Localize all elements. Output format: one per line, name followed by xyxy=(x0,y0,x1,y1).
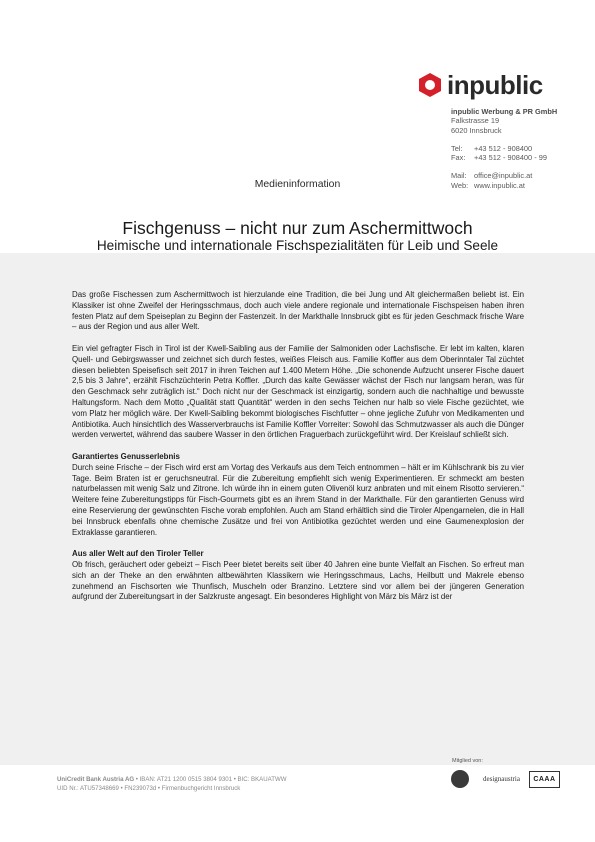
tel-label: Tel: xyxy=(451,143,463,153)
company-city: 6020 Innsbruck xyxy=(451,125,502,135)
inpublic-logo xyxy=(419,68,543,102)
registry-line: UID Nr.: ATU57348669 • FN239073d • Firmenbuchgericht Innsbruck xyxy=(57,784,241,792)
fax-value: +43 512 - 908400 - 99 xyxy=(474,153,547,163)
bank-iban-bic: • IBAN: AT21 1200 0515 3804 9301 • BIC: BKAUATWW xyxy=(134,776,287,783)
logo-text: inpublic xyxy=(447,69,543,100)
company-address-block xyxy=(451,107,591,190)
company-street: Falkstrasse 19 xyxy=(451,116,500,126)
bank-line xyxy=(57,776,437,785)
article-body xyxy=(72,290,524,614)
heading-genusserlebnis: Garantiertes Genusserlebnis xyxy=(72,451,180,461)
web-label: Web: xyxy=(451,180,469,190)
page-subtitle: Heimische und internationale Fischspezialitäten für Leib und Seele xyxy=(96,238,499,253)
member-round-logo-icon xyxy=(451,770,469,788)
tel-row xyxy=(451,144,591,153)
caaa-logo: CAAA xyxy=(529,771,560,788)
member-label: Mitglied von: xyxy=(452,758,483,764)
paragraph-aus-aller-welt: Ob frisch, geräuchert oder gebeizt – Fisch Peer bietet bereits seit über 40 Jahren eine bunte Vielfalt an Fischen. So erfreut man sich an der Theke an den erwähnten altbewährten Klassikern wie Heringsschmaus, Lachs, Heilbutt und Makrele ebenso zunehmend an Fischsorten wie Thunfisch, Muscheln oder Branzino. Letztere sind vor allem bei der jüngeren Generation aufgrund der Zubereitungsart in der Salzkruste angesagt. Ein besonderes Highlight von März bis März ist der xyxy=(72,559,524,602)
web-link[interactable]: www.inpublic.at xyxy=(474,180,525,190)
bank-name: UniCredit Bank Austria AG xyxy=(57,776,135,783)
paragraph-genusserlebnis: Durch seine Frische – der Fisch wird erst am Vortag des Verkaufs aus dem Teich entnommen – hält er im Kühlschrank bis zu vier Tage. Beim Braten ist er geruchsneutral. Für die Zubereitung empfiehlt sich wenig Experimentieren. Er schmeckt am besten naturbelassen mit wenig Salz und Zitrone. Ich würde ihn in einem guten Olivenöl kurz anbraten und mit einem Risotto servieren.“ Weitere feine Zubereitungstipps für Fisch-Gourmets gibt es an ihrem Stand in der Markthalle. Für den garantierten Genuss wird eine Reservierung der gewünschten Fische vorab empfohlen. Auch am Stand erhältlich sind die Tiroler Alpengarnelen, die in Hall bei Innsbruck ebenfalls ohne chemische Zusätze und frei von Antibiotika gezüchtet werden und eine Gaumenexplosion der Extraklasse garantieren. xyxy=(72,462,524,537)
bank-details xyxy=(57,776,437,793)
mail-link[interactable]: office@inpublic.at xyxy=(474,171,533,181)
heading-aus-aller-welt: Aus aller Welt auf den Tiroler Teller xyxy=(72,549,204,559)
paragraph-saibling: Ein viel gefragter Fisch in Tirol ist der Kwell-Saibling aus der Familie der Salmoniden oder Lachsfische. Er lebt im kalten, klaren Quell- und Gebirgswasser und zeichnet sich durch festes, weißes Fleisch aus. Familie Koffler aus dem Oberinntaler Tal züchtet diesen beliebten Speisefisch seit 2017 in ihren Teichen auf 1.400 Metern Höhe. „Die schonende Aufzucht unserer Fische dauert 2,5 bis 3 Jahre“, erzählt Fischzüchterin Petra Koffler. „Durch das kalte Gewässer wächst der Fisch nur langsam heran, was für den Geschmack sehr zuträglich ist.“ Doch nicht nur der Geschmack ist einzigartig, sondern auch die nachhaltige und bewusste Haltungsform. Nach dem Motto „Qualität statt Quantität“ werden in den sechs Teichen nur halb so viele Fische gezüchtet, wie vom Platz her möglich wäre. Der Kwell-Saibling bekommt biologisches Fischfutter – ohne jegliche Zufuhr von Medikamenten und Antibiotika. Auch hinsichtlich des Wasserverbrauchs ist Familie Koffler Vorreiter: Sowohl das Schmutzwasser als auch die Dünger werden verwertet, während das saubere Wasser in den örtlichen Fraguerbach zurückgeführt wird. Der Kreislauf schließt sich. xyxy=(72,343,524,440)
paragraph-intro: Das große Fischessen zum Aschermittwoch ist hierzulande eine Tradition, die bei Jung und Alt gleichermaßen beliebt ist. Ein Klassiker ist ohne Zweifel der Heringsschmaus, doch auch viele andere regionale und internationale Fischspeisen haben ihren festen Platz auf dem Speiseplan zu Beginn der Fastenzeit. In der Markthalle Innsbruck gibt es für jeden Geschmack frische Ware – aus der Region und aus aller Welt. xyxy=(72,290,524,332)
fax-row xyxy=(451,153,591,162)
page-title: Fischgenuss – nicht nur zum Aschermittwoch xyxy=(122,218,473,238)
tel-value: +43 512 - 908400 xyxy=(474,143,533,153)
mail-label: Mail: xyxy=(451,171,467,181)
hexagon-logo-icon xyxy=(419,73,441,97)
company-name: inpublic Werbung & PR GmbH xyxy=(451,107,558,116)
document-type: Medieninformation xyxy=(254,179,341,190)
designaustria-logo: designaustria xyxy=(483,775,520,783)
member-logos xyxy=(451,770,560,788)
fax-label: Fax: xyxy=(451,153,466,163)
